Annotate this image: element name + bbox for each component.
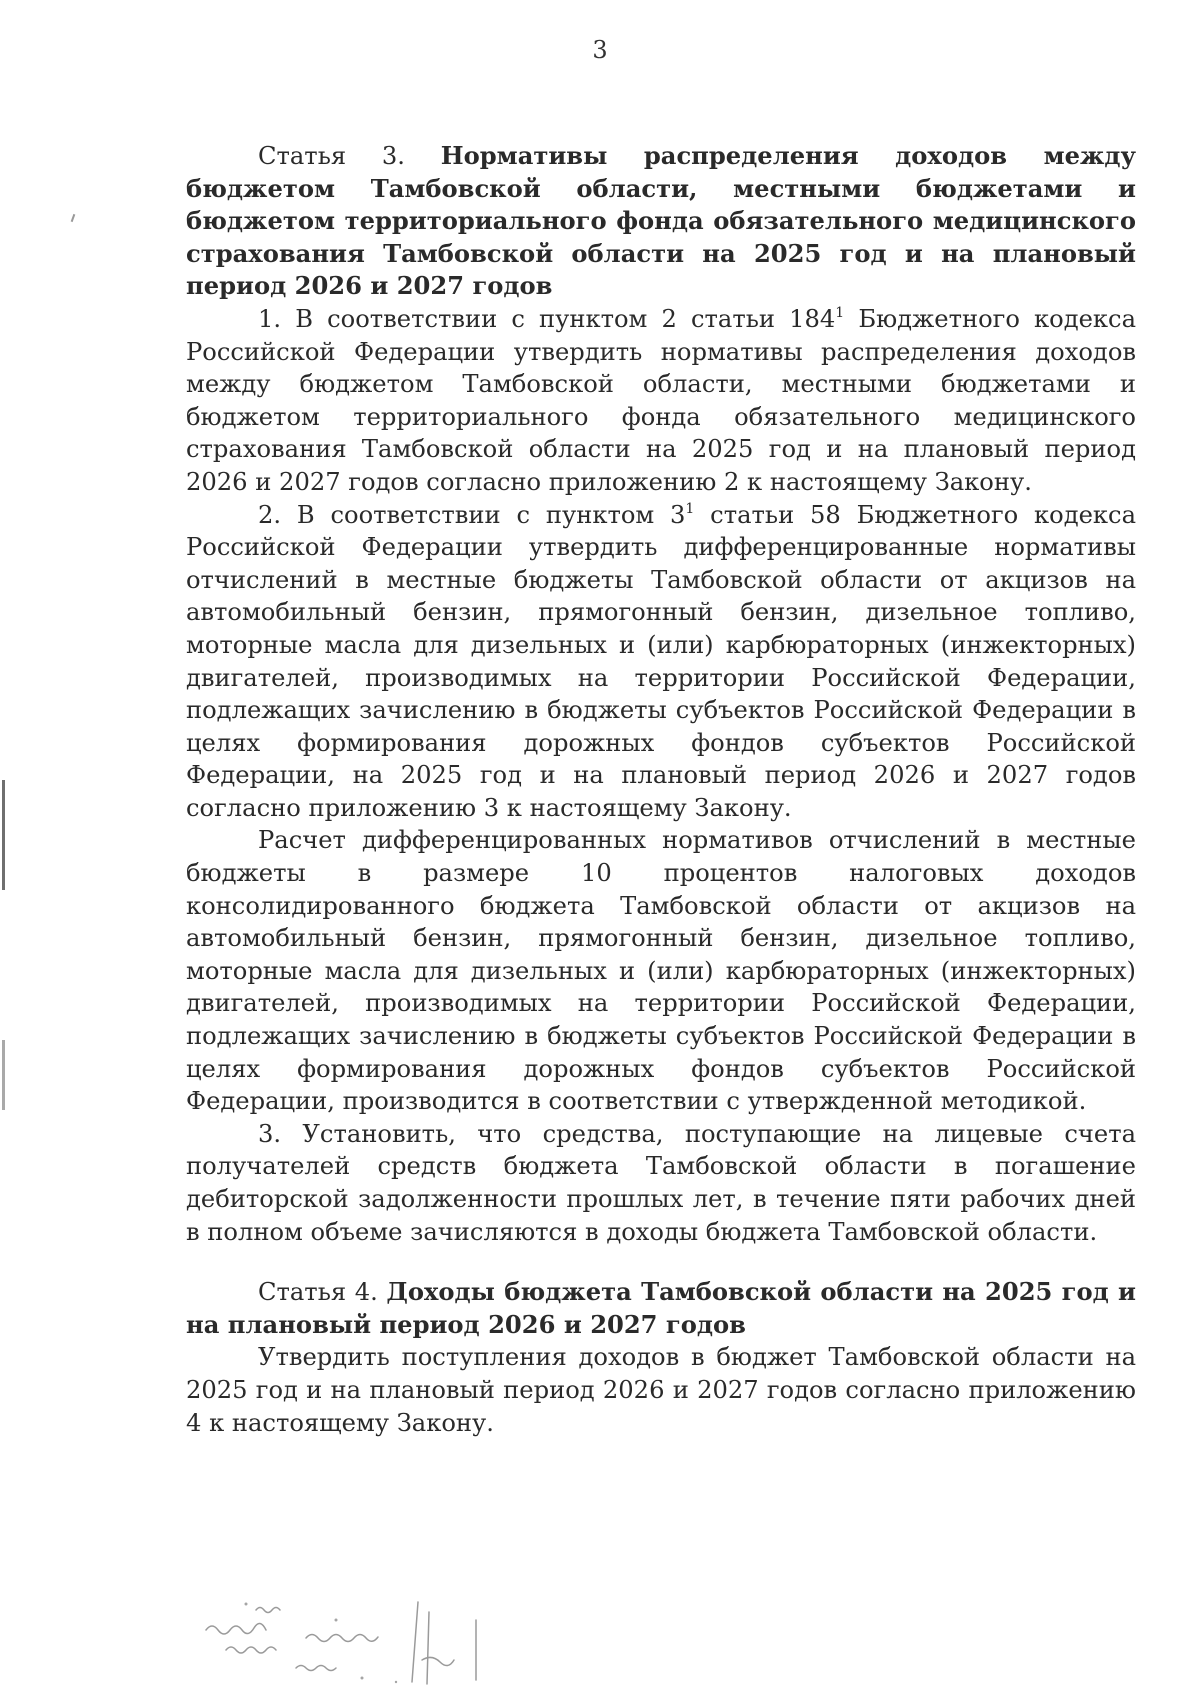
article-3-p2-start: 2. В соответствии с пунктом 3 bbox=[258, 500, 686, 529]
article-3-paragraph-1 bbox=[186, 303, 1136, 499]
article-4-prefix: Статья 4. bbox=[258, 1278, 387, 1307]
article-3-paragraph-2 bbox=[186, 499, 1136, 825]
article-3-p1-rest: Бюджетного кодекса Российской Федерации утвердить нормативы распределения доходов между бюджетом Тамбовской области, местными бюджетами и бюджетом территориального фонда обязательного медицинского страхования Тамбовской области на 2025 год и на плановый период 2026 и 2027 годов согласно приложению 2 к настоящему Закону. bbox=[186, 304, 1136, 496]
article-3-paragraph-3: Расчет дифференцированных нормативов отчислений в местные бюджеты в размере 10 процентов налоговых доходов консолидированного бюджета Тамбовской области от акцизов на автомобильный бензин, прямогонный бензин, дизельное топливо, моторные масла для дизельных и (или) карбюраторных (инжекторных) двигателей, производимых на территории Российской Федерации, подлежащих зачислению в бюджеты субъектов Российской Федерации в целях формирования дорожных фондов субъектов Российской Федерации, производится в соответствии с утвержденной методикой. bbox=[186, 826, 1136, 1116]
article-3-p1-superscript: 1 bbox=[835, 304, 845, 321]
article-3-p1-start: 1. В соответствии с пунктом 2 статьи 184 bbox=[258, 304, 836, 333]
article-3-p2-superscript: 1 bbox=[685, 500, 695, 517]
scan-edge-mark bbox=[2, 780, 5, 890]
document-body bbox=[186, 140, 1136, 1439]
article-4-title: Доходы бюджета Тамбовской области на 2025 год и на плановый период 2026 и 2027 годов bbox=[186, 1277, 1136, 1339]
article-4-paragraph-1: Утвердить поступления доходов в бюджет Тамбовской области на 2025 год и на плановый период 2026 и 2027 годов согласно приложению 4 к настоящему Закону. bbox=[186, 1343, 1136, 1437]
article-3-paragraph-4: 3. Установить, что средства, поступающие на лицевые счета получателей средств бюджета Тамбовской области в погашение дебиторской задолженности прошлых лет, в течение пяти рабочих дней в полном объеме зачисляются в доходы бюджета Тамбовской области. bbox=[186, 1119, 1136, 1246]
article-3-prefix: Статья 3. bbox=[258, 142, 441, 170]
scan-edge-mark bbox=[2, 1040, 5, 1110]
scan-speck bbox=[71, 214, 76, 222]
article-3-p2-rest: статьи 58 Бюджетного кодекса Российской Федерации утвердить дифференцированные нормативы отчислений в местные бюджеты Тамбовской области от акцизов на автомобильный бензин, прямогонный бензин, дизельное топливо, моторные масла для дизельных и (или) карбюраторных (инжекторных) двигателей, производимых на территории Российской Федерации, подлежащих зачислению в бюджеты субъектов Российской Федерации в целях формирования дорожных фондов субъектов Российской Федерации, на 2025 год и на плановый период 2026 и 2027 годов согласно приложению 3 к настоящему Закону. bbox=[186, 500, 1137, 822]
signature-stamp bbox=[186, 1590, 526, 1690]
page-number: 3 bbox=[592, 36, 608, 64]
article-3-title: Нормативы распределения доходов между бюджетом Тамбовской области, местными бюджетами и бюджетом территориального фонда обязательного медицинского страхования Тамбовской области на 2025 год и на плановый период 2026 и 2027 годов bbox=[186, 141, 1136, 301]
article-3-heading bbox=[186, 140, 1136, 303]
article-4-heading bbox=[186, 1276, 1136, 1341]
